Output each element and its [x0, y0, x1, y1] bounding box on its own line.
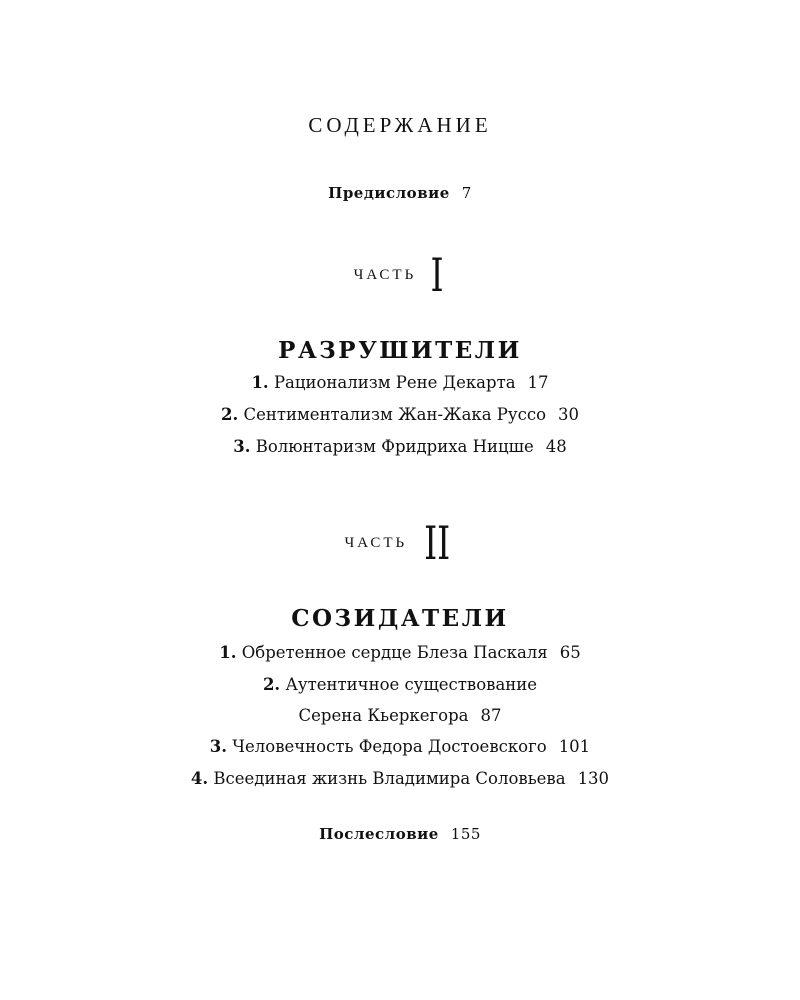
toc-entry: [0, 373, 800, 392]
entry-number: 2.: [220, 405, 239, 424]
entry-page: 30: [558, 405, 580, 424]
entry-title: Человечность Федора Достоевского: [232, 737, 547, 756]
toc-entry: [0, 769, 800, 788]
toc-entry: [0, 675, 800, 694]
preface-entry: [0, 184, 800, 202]
entry-number: 3.: [233, 437, 251, 456]
toc-entry: [0, 405, 800, 424]
entry-page: 130: [577, 769, 610, 788]
toc-entry: [0, 737, 800, 756]
entry-number: 3.: [209, 737, 228, 756]
part-word: ЧАСТЬ: [344, 534, 408, 551]
afterword-page: 155: [450, 825, 481, 843]
part-numeral: II: [424, 516, 451, 570]
toc-title: СОДЕРЖАНИЕ: [308, 113, 492, 137]
entry-title: Аутентичное существование: [285, 675, 538, 694]
toc-entry-continuation: [0, 706, 800, 725]
toc-entry: [0, 437, 800, 456]
entry-number: 2.: [262, 675, 281, 694]
entry-page: 87: [480, 706, 502, 725]
part-1-label: [0, 248, 800, 302]
entry-title: Сентиментализм Жан-Жака Руссо: [243, 405, 547, 424]
entry-page: 17: [527, 373, 549, 392]
entry-number: 4.: [190, 769, 209, 788]
entry-page: 48: [545, 437, 567, 456]
entry-page: 65: [559, 643, 581, 662]
toc-entry: [0, 643, 800, 662]
entry-title: Рационализм Рене Декарта: [273, 373, 516, 392]
preface-page: 7: [461, 184, 472, 202]
entry-title: Всеединая жизнь Владимира Соловьева: [213, 769, 566, 788]
entry-title: Серена Кьеркегора: [298, 706, 469, 725]
part-2-heading: СОЗИДАТЕЛИ: [291, 605, 509, 632]
part-word: ЧАСТЬ: [353, 266, 417, 283]
entry-number: 1.: [251, 373, 269, 392]
preface-label: Предисловие: [328, 184, 450, 202]
entry-page: 101: [558, 737, 591, 756]
part-1-heading: РАЗРУШИТЕЛИ: [278, 337, 522, 364]
part-numeral: I: [430, 248, 444, 302]
entry-number: 1.: [219, 643, 237, 662]
afterword-label: Послесловие: [319, 825, 439, 843]
afterword-entry: [0, 825, 800, 843]
entry-title: Волюнтаризм Фридриха Ницше: [255, 437, 534, 456]
part-2-label: [0, 516, 800, 570]
entry-title: Обретенное сердце Блеза Паскаля: [241, 643, 548, 662]
